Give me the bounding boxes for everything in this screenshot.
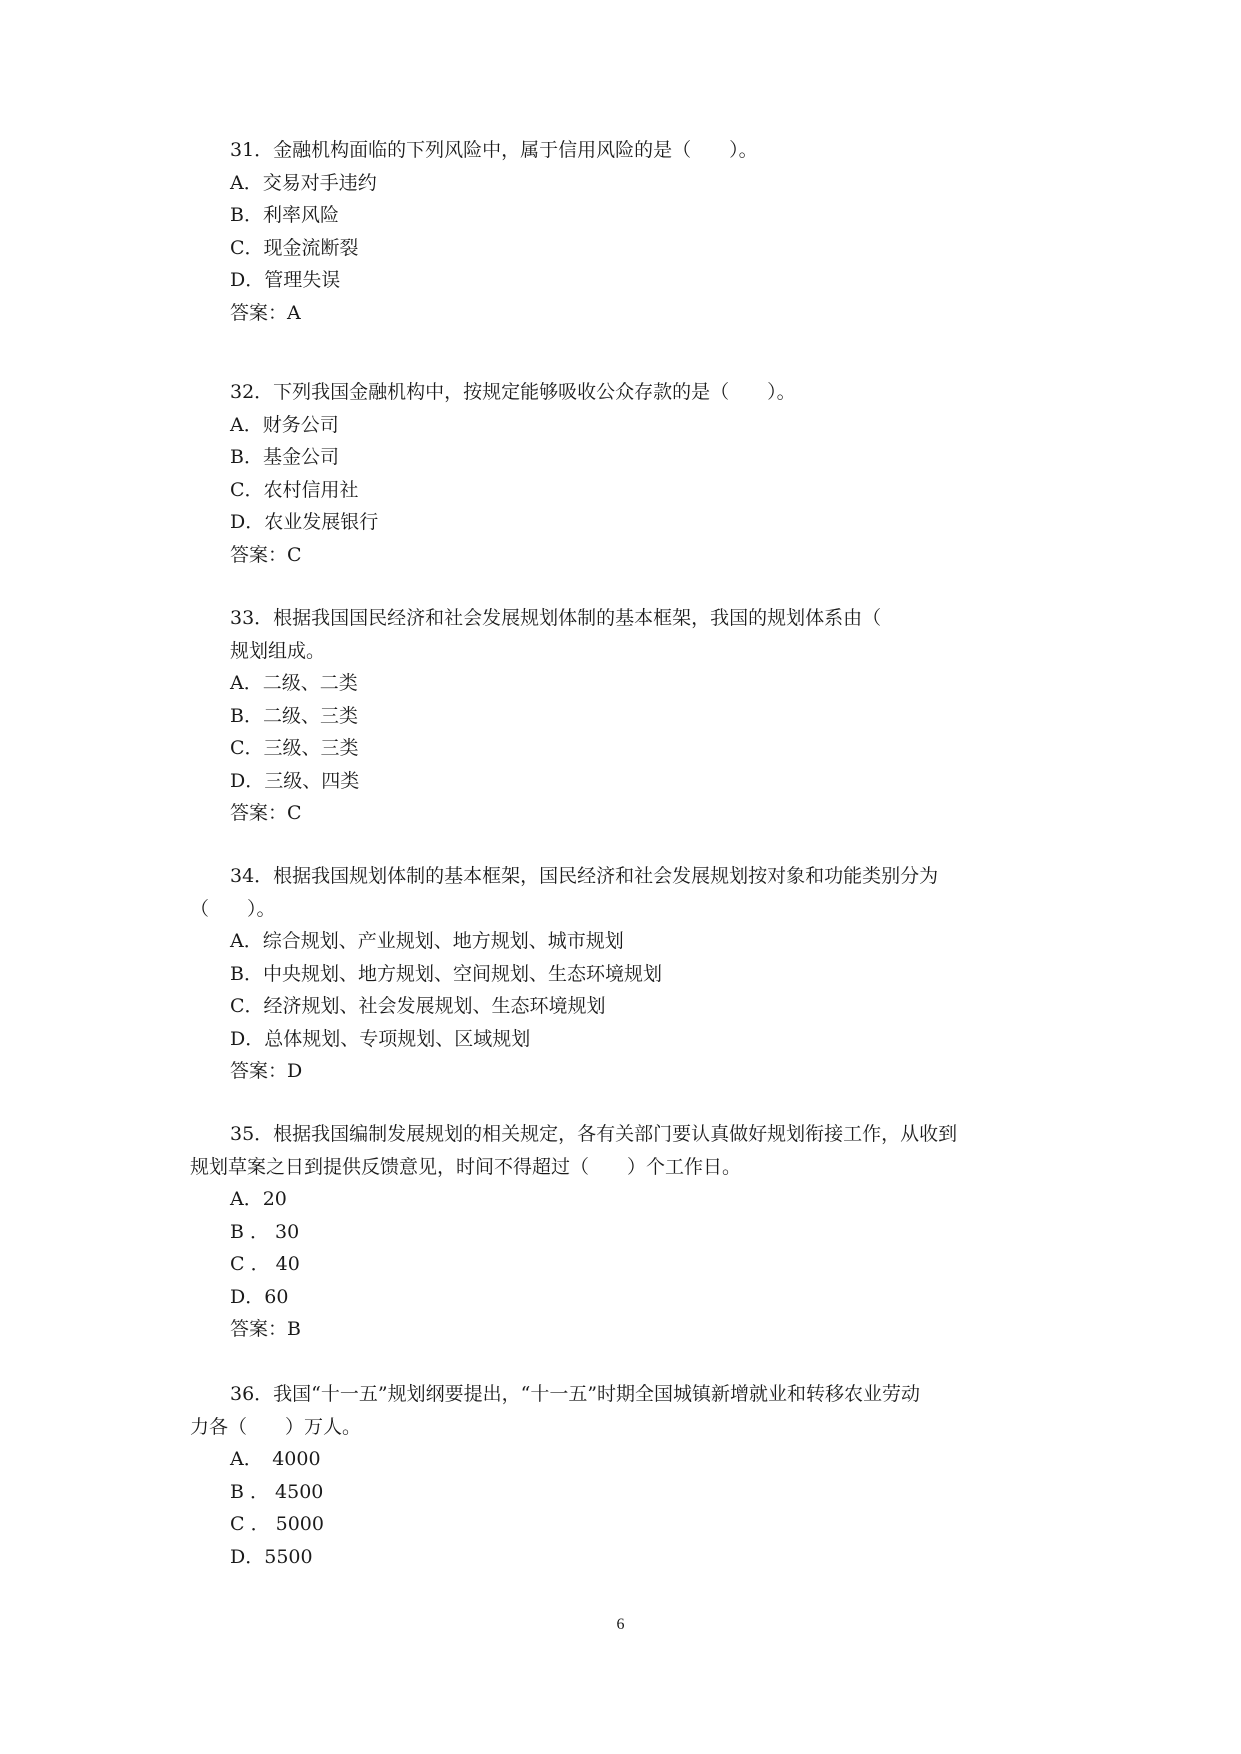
option-a: A．交易对手违约 — [230, 171, 377, 194]
question-stem-line-1: 34．根据我国规划体制的基本框架，国民经济和社会发展规划按对象和功能类别分为 — [230, 865, 939, 887]
question-stem-line-2: （ ）。 — [190, 897, 276, 920]
option-a: A． 4000 — [230, 1448, 321, 1470]
option-d: D．60 — [230, 1285, 289, 1308]
option-c: C．农村信用社 — [230, 478, 359, 501]
answer: 答案：C — [230, 543, 302, 566]
question-34 — [190, 860, 1060, 1088]
page-number: 6 — [616, 1616, 625, 1633]
option-b: B．中央规划、地方规划、空间规划、生态环境规划 — [230, 962, 662, 985]
option-c: C．三级、三类 — [230, 737, 359, 759]
question-stem-line-1: 33．根据我国国民经济和社会发展规划体制的基本框架，我国的规划体系由（ — [230, 607, 882, 629]
option-c: C．现金流断裂 — [230, 236, 359, 259]
option-d: D．5500 — [230, 1545, 313, 1568]
question-stem-line-2: 力各（ ）万人。 — [190, 1415, 362, 1438]
question-31 — [190, 134, 1060, 329]
question-35 — [190, 1118, 1060, 1346]
option-a: A．20 — [230, 1188, 287, 1210]
option-b: B．基金公司 — [230, 446, 339, 468]
question-32 — [190, 376, 1060, 571]
question-stem-line-1: 35．根据我国编制发展规划的相关规定，各有关部门要认真做好规划衔接工作，从收到 — [230, 1123, 958, 1145]
option-b: B ． 30 — [230, 1220, 300, 1243]
question-33 — [190, 602, 1060, 830]
answer: 答案：B — [230, 1318, 301, 1340]
option-d: D．总体规划、专项规划、区域规划 — [230, 1027, 531, 1050]
question-36 — [190, 1378, 1060, 1573]
option-c: C．经济规划、社会发展规划、生态环境规划 — [230, 995, 606, 1017]
question-stem-line-2: 规划组成。 — [230, 639, 326, 662]
question-stem-line-2: 规划草案之日到提供反馈意见，时间不得超过（ ）个工作日。 — [190, 1155, 742, 1178]
option-b: B．利率风险 — [230, 204, 339, 226]
option-d: D．管理失误 — [230, 269, 341, 291]
option-d: D．农业发展银行 — [230, 511, 379, 533]
option-b: B．二级、三类 — [230, 704, 358, 727]
question-stem: 31．金融机构面临的下列风险中，属于信用风险的是（ ）。 — [230, 139, 758, 161]
option-b: B ． 4500 — [230, 1480, 324, 1503]
option-a: A．财务公司 — [230, 413, 339, 436]
option-a: A．二级、二类 — [230, 672, 358, 694]
question-stem-line-1: 36．我国“十一五”规划纲要提出，“十一五”时期全国城镇新增就业和转移农业劳动 — [230, 1383, 921, 1405]
answer: 答案：C — [230, 802, 302, 824]
answer: 答案：D — [230, 1060, 303, 1082]
option-a: A．综合规划、产业规划、地方规划、城市规划 — [230, 930, 624, 952]
question-stem: 32．下列我国金融机构中，按规定能够吸收公众存款的是（ ）。 — [230, 381, 796, 403]
option-d: D．三级、四类 — [230, 769, 360, 792]
option-c: C ． 5000 — [230, 1513, 324, 1535]
answer: 答案：A — [230, 301, 301, 324]
option-c: C ． 40 — [230, 1253, 300, 1275]
